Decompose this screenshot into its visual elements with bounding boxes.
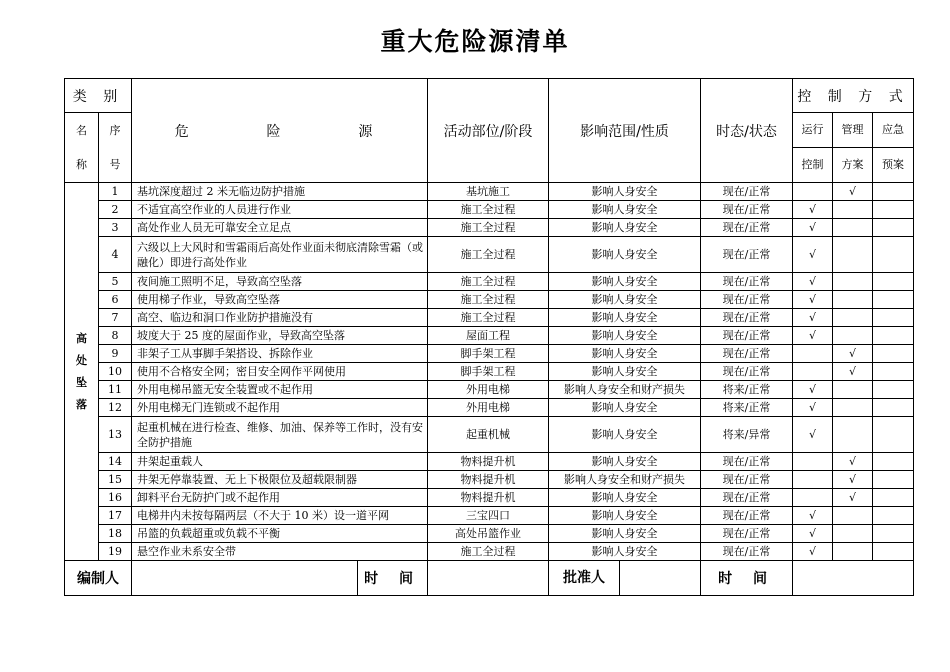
row-number: 16 bbox=[99, 489, 132, 507]
state-status: 现在/正常 bbox=[701, 201, 793, 219]
emergency-plan-check bbox=[873, 363, 914, 381]
hazard-description: 使用不合格安全网；密目安全网作平网使用 bbox=[132, 363, 428, 381]
row-number: 15 bbox=[99, 471, 132, 489]
op-control-check: √ bbox=[793, 543, 833, 561]
approver-label bbox=[549, 561, 701, 596]
row-number: 4 bbox=[99, 237, 132, 273]
row-number: 2 bbox=[99, 201, 132, 219]
table-row bbox=[65, 507, 914, 525]
impact-scope: 影响人身安全 bbox=[549, 417, 701, 453]
compile-time-label: 时 间 bbox=[358, 561, 428, 596]
mgmt-plan-check: √ bbox=[833, 183, 873, 201]
category-char: 高 bbox=[76, 331, 87, 345]
table-row bbox=[65, 453, 914, 471]
activity-location: 施工全过程 bbox=[428, 273, 549, 291]
hazard-table bbox=[64, 78, 914, 596]
mgmt-plan-check: √ bbox=[833, 489, 873, 507]
impact-scope: 影响人身安全 bbox=[549, 327, 701, 345]
hazard-description: 基坑深度超过 2 米无临边防护措施 bbox=[132, 183, 428, 201]
activity-location: 脚手架工程 bbox=[428, 345, 549, 363]
hazard-description: 卸料平台无防护门或不起作用 bbox=[132, 489, 428, 507]
table-row bbox=[65, 237, 914, 273]
mgmt-plan-check bbox=[833, 507, 873, 525]
activity-location: 脚手架工程 bbox=[428, 363, 549, 381]
mgmt-plan-check bbox=[833, 273, 873, 291]
state-status: 现在/正常 bbox=[701, 219, 793, 237]
mgmt-plan-check bbox=[833, 327, 873, 345]
hazard-description: 高处作业人员无可靠安全立足点 bbox=[132, 219, 428, 237]
mgmt-plan-check bbox=[833, 291, 873, 309]
impact-scope: 影响人身安全 bbox=[549, 273, 701, 291]
emergency-plan-check bbox=[873, 543, 914, 561]
activity-location: 施工全过程 bbox=[428, 237, 549, 273]
op-control-header-1: 运行 bbox=[793, 113, 833, 148]
hazard-description: 外用电梯吊篮无安全装置或不起作用 bbox=[132, 381, 428, 399]
hazard-description: 使用梯子作业，导致高空坠落 bbox=[132, 291, 428, 309]
op-control-check: √ bbox=[793, 417, 833, 453]
emergency-plan-check bbox=[873, 291, 914, 309]
activity-location: 外用电梯 bbox=[428, 381, 549, 399]
emergency-plan-check bbox=[873, 399, 914, 417]
activity-location: 屋面工程 bbox=[428, 327, 549, 345]
emergency-plan-check bbox=[873, 417, 914, 453]
emergency-plan-check bbox=[873, 471, 914, 489]
op-control-check bbox=[793, 453, 833, 471]
table-row bbox=[65, 273, 914, 291]
row-number: 13 bbox=[99, 417, 132, 453]
hazard-description: 悬空作业未系安全带 bbox=[132, 543, 428, 561]
seq-header: 序 号 bbox=[99, 113, 132, 183]
table-row bbox=[65, 327, 914, 345]
table-row bbox=[65, 219, 914, 237]
impact-scope: 影响人身安全 bbox=[549, 291, 701, 309]
mgmt-plan-check bbox=[833, 543, 873, 561]
mgmt-plan-check bbox=[833, 381, 873, 399]
state-status: 现在/正常 bbox=[701, 237, 793, 273]
name-header: 名 称 bbox=[65, 113, 99, 183]
impact-scope: 影响人身安全和财产损失 bbox=[549, 381, 701, 399]
mgmt-plan-header-1: 管理 bbox=[833, 113, 873, 148]
row-number: 8 bbox=[99, 327, 132, 345]
activity-location: 外用电梯 bbox=[428, 399, 549, 417]
mgmt-plan-check bbox=[833, 417, 873, 453]
activity-location: 三宝四口 bbox=[428, 507, 549, 525]
state-status: 现在/正常 bbox=[701, 273, 793, 291]
emergency-plan-check bbox=[873, 273, 914, 291]
table-row bbox=[65, 471, 914, 489]
hazard-description: 夜间施工照明不足，导致高空坠落 bbox=[132, 273, 428, 291]
state-status: 现在/正常 bbox=[701, 291, 793, 309]
emergency-plan-header-2: 预案 bbox=[873, 148, 914, 183]
table-row bbox=[65, 399, 914, 417]
hazard-description: 非架子工从事脚手架搭设、拆除作业 bbox=[132, 345, 428, 363]
row-number: 7 bbox=[99, 309, 132, 327]
table-row bbox=[65, 363, 914, 381]
impact-scope: 影响人身安全 bbox=[549, 399, 701, 417]
table-row bbox=[65, 417, 914, 453]
signature-row bbox=[65, 561, 914, 596]
activity-location: 物料提升机 bbox=[428, 453, 549, 471]
emergency-plan-check bbox=[873, 507, 914, 525]
op-control-check bbox=[793, 471, 833, 489]
impact-scope: 影响人身安全 bbox=[549, 453, 701, 471]
table-row bbox=[65, 543, 914, 561]
state-status: 现在/正常 bbox=[701, 543, 793, 561]
op-control-check: √ bbox=[793, 237, 833, 273]
category-header: 类 别 bbox=[65, 79, 132, 113]
scope-header: 影响范围/性质 bbox=[549, 79, 701, 183]
op-control-check: √ bbox=[793, 507, 833, 525]
row-number: 11 bbox=[99, 381, 132, 399]
activity-location: 物料提升机 bbox=[428, 471, 549, 489]
state-status: 现在/正常 bbox=[701, 489, 793, 507]
op-control-check: √ bbox=[793, 525, 833, 543]
emergency-plan-check bbox=[873, 237, 914, 273]
emergency-plan-check bbox=[873, 525, 914, 543]
category-char: 落 bbox=[76, 397, 87, 411]
approver-value bbox=[620, 561, 700, 595]
row-number: 5 bbox=[99, 273, 132, 291]
mgmt-plan-check bbox=[833, 201, 873, 219]
row-number: 10 bbox=[99, 363, 132, 381]
mgmt-plan-check: √ bbox=[833, 453, 873, 471]
emergency-plan-check bbox=[873, 381, 914, 399]
state-status: 现在/正常 bbox=[701, 309, 793, 327]
table-row bbox=[65, 201, 914, 219]
mgmt-plan-check: √ bbox=[833, 363, 873, 381]
table-row bbox=[65, 381, 914, 399]
op-control-check bbox=[793, 345, 833, 363]
activity-location: 基坑施工 bbox=[428, 183, 549, 201]
row-number: 12 bbox=[99, 399, 132, 417]
row-number: 17 bbox=[99, 507, 132, 525]
state-status: 现在/正常 bbox=[701, 327, 793, 345]
state-status: 将来/异常 bbox=[701, 417, 793, 453]
hazard-description: 井架无停靠装置、无上下极限位及超载限制器 bbox=[132, 471, 428, 489]
mgmt-plan-check bbox=[833, 237, 873, 273]
impact-scope: 影响人身安全 bbox=[549, 489, 701, 507]
table-row bbox=[65, 345, 914, 363]
op-control-check: √ bbox=[793, 327, 833, 345]
hazard-description: 外用电梯无门连锁或不起作用 bbox=[132, 399, 428, 417]
op-control-check bbox=[793, 363, 833, 381]
page-title: 重大危险源清单 bbox=[380, 27, 570, 56]
state-status: 现在/正常 bbox=[701, 507, 793, 525]
mgmt-plan-check bbox=[833, 219, 873, 237]
compiler-label: 编制人 bbox=[65, 561, 132, 596]
hazard-description: 不适宜高空作业的人员进行作业 bbox=[132, 201, 428, 219]
emergency-plan-check bbox=[873, 309, 914, 327]
state-status: 现在/正常 bbox=[701, 525, 793, 543]
impact-scope: 影响人身安全和财产损失 bbox=[549, 471, 701, 489]
hazard-description: 高空、临边和洞口作业防护措施没有 bbox=[132, 309, 428, 327]
emergency-plan-check bbox=[873, 489, 914, 507]
emergency-plan-check bbox=[873, 345, 914, 363]
emergency-plan-check bbox=[873, 183, 914, 201]
state-status: 现在/正常 bbox=[701, 453, 793, 471]
emergency-plan-check bbox=[873, 453, 914, 471]
op-control-check: √ bbox=[793, 291, 833, 309]
impact-scope: 影响人身安全 bbox=[549, 525, 701, 543]
hazard-description: 电梯井内未按每隔两层（不大于 10 米）设一道平网 bbox=[132, 507, 428, 525]
hazard-header: 危 险 源 bbox=[132, 79, 428, 183]
activity-location: 起重机械 bbox=[428, 417, 549, 453]
op-control-check: √ bbox=[793, 273, 833, 291]
row-number: 18 bbox=[99, 525, 132, 543]
mgmt-plan-check bbox=[833, 399, 873, 417]
op-control-check: √ bbox=[793, 309, 833, 327]
state-status: 现在/正常 bbox=[701, 183, 793, 201]
emergency-plan-header-1: 应急 bbox=[873, 113, 914, 148]
mgmt-plan-check: √ bbox=[833, 345, 873, 363]
emergency-plan-check bbox=[873, 327, 914, 345]
impact-scope: 影响人身安全 bbox=[549, 363, 701, 381]
table-row bbox=[65, 183, 914, 201]
op-control-check bbox=[793, 489, 833, 507]
row-number: 14 bbox=[99, 453, 132, 471]
op-control-header-2: 控制 bbox=[793, 148, 833, 183]
mgmt-plan-check bbox=[833, 525, 873, 543]
mgmt-plan-check bbox=[833, 309, 873, 327]
activity-location: 高处吊篮作业 bbox=[428, 525, 549, 543]
hazard-description: 坡度大于 25 度的屋面作业，导致高空坠落 bbox=[132, 327, 428, 345]
op-control-check: √ bbox=[793, 399, 833, 417]
approve-time-label: 时 间 bbox=[701, 561, 793, 596]
control-header: 控 制 方 式 bbox=[793, 79, 914, 113]
state-header: 时态/状态 bbox=[701, 79, 793, 183]
hazard-description: 井架起重载人 bbox=[132, 453, 428, 471]
activity-location: 施工全过程 bbox=[428, 201, 549, 219]
activity-location: 物料提升机 bbox=[428, 489, 549, 507]
state-status: 现在/正常 bbox=[701, 471, 793, 489]
hazard-description: 吊篮的负载超重或负载不平衡 bbox=[132, 525, 428, 543]
activity-location: 施工全过程 bbox=[428, 309, 549, 327]
row-number: 3 bbox=[99, 219, 132, 237]
table-row bbox=[65, 291, 914, 309]
table-row bbox=[65, 309, 914, 327]
row-number: 6 bbox=[99, 291, 132, 309]
mgmt-plan-header-2: 方案 bbox=[833, 148, 873, 183]
impact-scope: 影响人身安全 bbox=[549, 219, 701, 237]
impact-scope: 影响人身安全 bbox=[549, 543, 701, 561]
table-row bbox=[65, 525, 914, 543]
activity-location: 施工全过程 bbox=[428, 291, 549, 309]
impact-scope: 影响人身安全 bbox=[549, 201, 701, 219]
state-status: 现在/正常 bbox=[701, 363, 793, 381]
state-status: 现在/正常 bbox=[701, 345, 793, 363]
compile-time-value bbox=[428, 561, 549, 596]
activity-location: 施工全过程 bbox=[428, 219, 549, 237]
impact-scope: 影响人身安全 bbox=[549, 345, 701, 363]
row-number: 19 bbox=[99, 543, 132, 561]
hazard-description: 起重机械在进行检查、维修、加油、保养等工作时，没有安全防护措施 bbox=[132, 417, 428, 453]
table-row bbox=[65, 489, 914, 507]
op-control-check: √ bbox=[793, 381, 833, 399]
impact-scope: 影响人身安全 bbox=[549, 309, 701, 327]
impact-scope: 影响人身安全 bbox=[549, 183, 701, 201]
state-status: 将来/正常 bbox=[701, 381, 793, 399]
activity-location: 施工全过程 bbox=[428, 543, 549, 561]
emergency-plan-check bbox=[873, 201, 914, 219]
location-header: 活动部位/阶段 bbox=[428, 79, 549, 183]
op-control-check bbox=[793, 183, 833, 201]
row-number: 9 bbox=[99, 345, 132, 363]
approve-time-value bbox=[793, 561, 914, 596]
category-char: 处 bbox=[76, 353, 87, 367]
op-control-check: √ bbox=[793, 201, 833, 219]
compiler-value bbox=[132, 561, 358, 596]
state-status: 将来/正常 bbox=[701, 399, 793, 417]
category-name-cell bbox=[65, 183, 99, 561]
impact-scope: 影响人身安全 bbox=[549, 237, 701, 273]
hazard-description: 六级以上大风时和雪霜雨后高处作业面未彻底清除雪霜（或融化）即进行高处作业 bbox=[132, 237, 428, 273]
mgmt-plan-check: √ bbox=[833, 471, 873, 489]
impact-scope: 影响人身安全 bbox=[549, 507, 701, 525]
category-char: 坠 bbox=[76, 375, 87, 389]
approver-text: 批准人 bbox=[549, 561, 620, 595]
emergency-plan-check bbox=[873, 219, 914, 237]
row-number: 1 bbox=[99, 183, 132, 201]
op-control-check: √ bbox=[793, 219, 833, 237]
